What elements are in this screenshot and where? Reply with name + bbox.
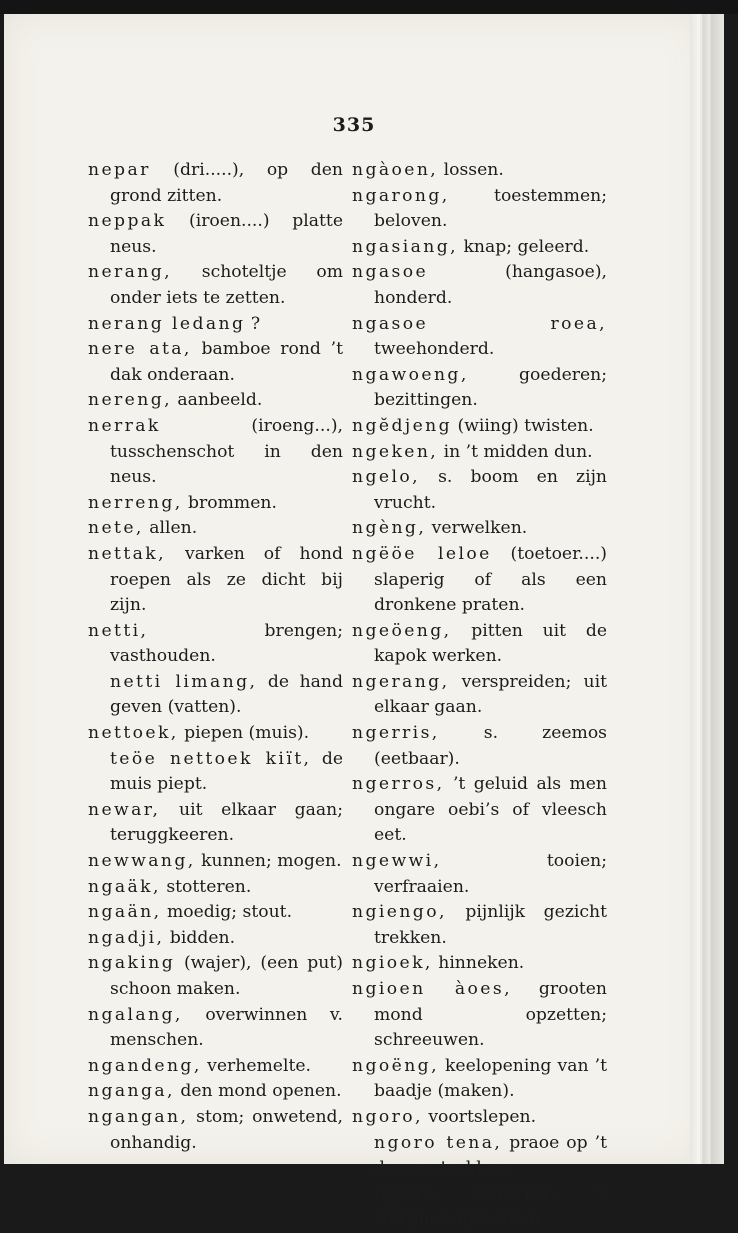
entry-headword: ngioen àoes, [352,979,512,999]
entry-definition: keelopening van ’t baadje (maken). [374,1055,607,1102]
dictionary-entry [88,875,343,901]
dictionary-entry [352,260,607,311]
left-column [88,158,343,1156]
dictionary-entry [352,158,607,184]
entry-definition: (iroeng...), tusschenschot in den neus. [110,415,343,488]
entry-headword: ngalang, [88,1004,183,1025]
dictionary-entry [352,1054,607,1105]
entry-headword: ngàoen, [352,160,439,180]
entry-headword: ngerris, [352,723,440,744]
dictionary-entry [352,849,607,900]
dictionary-entry [88,798,343,849]
entry-headword: nettak, [88,543,166,564]
entry-headword: ngoro, [352,1106,423,1127]
entry-headword: ngiengo, [352,902,447,923]
dictionary-entry [88,747,343,798]
entry-headword: ngeken, [352,441,439,462]
dictionary-entry [352,977,607,1054]
entry-headword: ngoro rabang, [374,1183,560,1204]
dictionary-entry [88,516,343,542]
dictionary-entry [88,260,343,311]
entry-headword: nepar [88,160,151,180]
entry-definition: verhemelte. [201,1055,312,1076]
dictionary-entry [352,516,607,542]
scan-top-border [0,0,738,14]
entry-definition: stom; onwetend, onhandig. [110,1106,343,1153]
entry-definition: hinneken. [432,953,525,974]
entry-headword: nerrak [88,415,161,436]
entry-definition: knap; geleerd. [458,236,590,257]
entry-headword: ngeöeng, [352,620,452,641]
dictionary-entry [352,670,607,721]
dictionary-entry [88,1003,343,1054]
dictionary-entry [88,1079,343,1105]
dictionary-entry [88,209,343,260]
entry-definition: verspreiden; uit elkaar gaan. [374,671,607,718]
entry-definition: verwelken. [426,518,528,539]
dictionary-entry [352,312,607,363]
entry-headword: ngĕdjeng [352,415,453,436]
dictionary-entry [352,363,607,414]
entry-headword: ngaking [88,953,176,974]
entry-headword: ngangan, [88,1106,189,1127]
entry-headword: teöe nettoek kiït, [110,748,312,769]
dictionary-entry [88,1105,343,1156]
entry-definition: s. zeemos (eetbaar). [374,723,607,769]
entry-definition: grooten mond opzetten; schreeuwen. [374,979,607,1051]
dictionary-entry [352,184,607,235]
dictionary-entry [352,1105,607,1131]
entry-headword: newwang, [88,851,196,872]
dictionary-entry [88,1054,343,1080]
entry-headword: ngerros, [352,774,445,795]
entry-headword: netti limang, [110,671,258,692]
entry-headword: ngewwi, [352,851,442,872]
dictionary-entry [88,619,343,670]
entry-definition: allen. [143,518,198,539]
entry-headword: ngëöe leloe [352,543,492,564]
entry-definition: tooien; verfraaien. [374,851,607,897]
entry-headword: nere ata, [88,339,192,360]
book-page-edges [690,14,724,1164]
entry-headword: ngioek, [352,953,433,974]
dictionary-entry [88,900,343,926]
entry-definition: (dri.....), op den grond zitten. [110,160,343,206]
dictionary-entry [88,388,343,414]
entry-headword: netti, [88,620,149,641]
entry-definition: tweehonderd. [374,339,495,360]
entry-headword: ngasoe roea, [352,313,607,334]
dictionary-entry [352,1182,607,1233]
dictionary-entry [352,772,607,849]
entry-definition: ? [245,313,261,334]
entry-headword: ngasiang, [352,236,459,257]
entry-definition: ’t geluid als men ongare oebi’s of vleesch eet. [374,774,607,846]
entry-definition: (wajer), (een put) schoon maken. [110,953,343,999]
entry-definition: ’t werpnet optrekken. [374,1183,607,1230]
dictionary-entry [88,312,343,338]
entry-definition: den mond openen. [174,1081,342,1102]
entry-definition: (wiing) twisten. [452,415,594,436]
entry-headword: ngaäk, [88,876,161,897]
entry-definition: de muis piept. [110,748,343,795]
entry-definition: piepen (muis). [178,723,310,744]
dictionary-entry [352,542,607,619]
entry-headword: newar, [88,799,161,820]
entry-headword: ngelo, [352,467,420,488]
dictionary-entry [88,926,343,952]
dictionary-entry [88,670,343,721]
entry-definition: kunnen; mogen. [195,851,342,872]
entry-definition: de hand geven (vatten). [110,671,343,718]
entry-definition: voortslepen. [422,1106,537,1127]
dictionary-entry [352,440,607,466]
entry-definition: uit elkaar gaan; teruggkeeren. [110,799,343,846]
dictionary-entry [352,900,607,951]
dictionary-entry [88,542,343,619]
entry-definition: (toetoer....) slaperig of als een dronkene praten. [374,543,607,616]
entry-definition: bamboe rond ’t dak onderaan. [110,339,344,385]
dictionary-entry [352,1131,607,1182]
dictionary-entry [352,619,607,670]
entry-headword: nereng, [88,390,172,411]
entry-definition: lossen. [438,160,504,180]
entry-definition: bidden. [164,927,236,948]
book-page [4,14,704,1230]
entry-definition: aanbeeld. [171,390,263,411]
entry-headword: nerreng, [88,492,183,513]
entry-definition: (iroen....) platte neus. [110,211,343,257]
entry-definition: goederen; bezittingen. [374,364,607,411]
entry-headword: neppak [88,211,167,232]
entry-headword: ngoëng, [352,1055,439,1076]
entry-definition: praoe op ’t drooge trekken. [374,1132,607,1179]
entry-definition: varken of hond roepen als ze dicht bij zijn. [110,543,343,616]
entry-definition: pijnlijk gezicht trekken. [374,902,607,948]
entry-definition: (hangasoe), honderd. [374,262,607,308]
dictionary-entry [88,721,343,747]
dictionary-entry [88,414,343,491]
entry-headword: nettoek, [88,723,179,744]
entry-headword: ngadji, [88,927,165,948]
entry-definition: s. boom en zijn vrucht. [374,467,607,513]
entry-definition: toestemmen; beloven. [374,185,607,232]
entry-definition: stotteren. [160,876,252,897]
entry-headword: ngèng, [352,518,427,539]
entry-headword: ngasoe [352,262,429,283]
dictionary-entry [88,158,343,209]
entry-headword: ngaän, [88,902,162,923]
entry-definition: pitten uit de kapok werken. [374,620,607,667]
entry-definition: brommen. [182,492,277,513]
entry-headword: nete, [88,518,144,539]
entry-definition: moedig; stout. [161,902,293,923]
entry-headword: ngoro tena, [374,1132,503,1153]
entry-headword: ngawoeng, [352,364,469,385]
right-column [352,158,607,1233]
dictionary-entry [352,465,607,516]
entry-headword: ngandeng, [88,1055,202,1076]
dictionary-entry [88,491,343,517]
entry-definition: brengen; vasthouden. [110,620,343,667]
entry-headword: nerang ledang [88,313,246,334]
dictionary-entry [352,235,607,261]
dictionary-entry [352,951,607,977]
dictionary-entry [352,721,607,772]
entry-headword: ngerang, [352,671,450,692]
entry-definition: overwinnen v. menschen. [110,1004,343,1051]
entry-headword: nganga, [88,1081,175,1102]
entry-headword: ngarong, [352,185,450,206]
dictionary-entry [352,414,607,440]
entry-headword: nerang, [88,262,173,283]
page-number: 335 [332,114,376,136]
entry-definition: in ’t midden dun. [438,441,593,462]
dictionary-entry [88,337,343,388]
dictionary-entry [88,849,343,875]
entry-definition: schoteltje om onder iets te zetten. [110,262,343,308]
dictionary-entry [88,951,343,1002]
